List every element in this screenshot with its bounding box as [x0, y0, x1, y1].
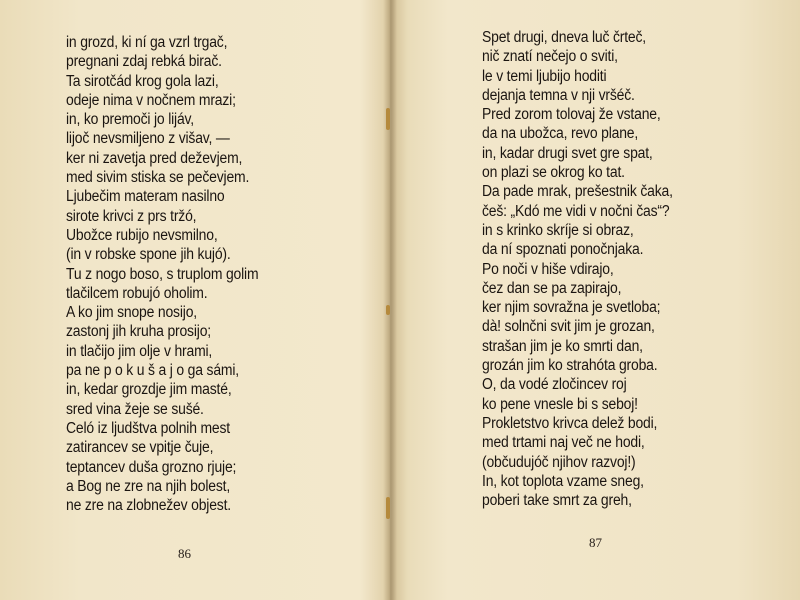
verse-line: in, kadar drugi svet gre spat,: [482, 144, 653, 162]
verse-line: zatirancev se vpitje čuje,: [66, 439, 214, 457]
verse-line: a Bog ne zre na njih bolest,: [66, 477, 231, 495]
verse-line: grozán jim ko strahóta groba.: [482, 357, 658, 375]
verse-line: (in v robske spone jih kujó).: [66, 246, 231, 264]
verse-line: ne zre na zlobnežev objest.: [66, 497, 231, 515]
verse-line: ker njim sovražna je svetloba;: [482, 299, 661, 317]
verse-line: čez dan se pa zapirajo,: [482, 279, 622, 297]
verse-line: med sivim stiska se pečevjem.: [66, 169, 250, 187]
verse-line: ko pene vnesle bi s seboj!: [482, 395, 638, 413]
verse-line: sirote krivci z prs tržó,: [66, 207, 197, 225]
verse-line: Ta sirotčád krog gola lazi,: [66, 72, 219, 90]
verse-line: dà! solnčni svit jim je grozan,: [482, 318, 655, 336]
verse-line: in, kedar grozdje jim masté,: [66, 381, 232, 399]
verse-line: Pred zorom tolovaj že vstane,: [482, 106, 661, 124]
verse-line: teptancev duša grozno rjuje;: [66, 458, 237, 476]
verse-line: Ljubečim materam nasilno: [66, 188, 225, 206]
verse-line: strašan jim je ko smrti dan,: [482, 337, 643, 355]
verse-line: zastonj jih kruha prosijo;: [66, 323, 211, 341]
verse-line: pregnani zdaj rebká birač.: [66, 53, 222, 71]
verse-line: ker ni zavetja pred deževjem,: [66, 149, 243, 167]
verse-line: odeje nima v nočnem mrazi;: [66, 91, 236, 109]
verse-line: Ubožce rubijo nevsmilno,: [66, 226, 218, 244]
verse-line: dejanja temna v nji vršéč.: [482, 86, 635, 104]
verse-line: Tu z nogo boso, s truplom golim: [66, 265, 259, 283]
verse-line: Celó iz ljudštva polnih mest: [66, 419, 230, 437]
right-poem-text: [482, 28, 694, 510]
verse-line: O, da vodé zločincev roj: [482, 376, 627, 394]
right-page: [390, 0, 800, 600]
page-number-left: 86: [178, 546, 191, 561]
verse-line: da ní spoznati ponočnjaka.: [482, 241, 644, 259]
verse-line: le v temi ljubijo hoditi: [482, 67, 607, 85]
verse-line: A ko jim snope nosijo,: [66, 304, 197, 322]
verse-line: da na ubožca, revo plane,: [482, 125, 639, 143]
verse-line: tlačilcem robujó oholim.: [66, 284, 208, 302]
verse-line: (občudujóč njihov razvoj!): [482, 453, 636, 471]
page-number-right: 87: [589, 535, 602, 550]
verse-line: lijoč nevsmiljeno z višav, —: [66, 130, 230, 148]
verse-line: in tlačijo jim olje v hrami,: [66, 342, 213, 360]
left-page: [0, 0, 390, 600]
left-poem-text: [66, 33, 280, 515]
verse-line: med trtami naj več ne hodi,: [482, 434, 645, 452]
verse-line: Da pade mrak, prešestnik čaka,: [482, 183, 673, 201]
verse-line: in grozd, ki ní ga vzrl trgač,: [66, 34, 228, 51]
verse-line: poberi take smrt za greh,: [482, 492, 632, 510]
verse-line: češ: „Kdó me vidi v nočni čas“?: [482, 202, 670, 220]
verse-line: In, kot toplota vzame sneg,: [482, 472, 644, 490]
verse-line: nič znatí nečejo o sviti,: [482, 48, 618, 66]
verse-line: Spet drugi, dneva luč črteč,: [482, 29, 647, 46]
verse-line: sred vina žeje se sušé.: [66, 400, 204, 418]
verse-line: in s krinko skríje si obraz,: [482, 221, 634, 239]
verse-line: in, ko premoči jo lijáv,: [66, 111, 194, 129]
verse-line: on plazi se okrog ko tat.: [482, 164, 625, 182]
verse-line: pa ne p o k u š a j o ga sámi,: [66, 362, 239, 380]
verse-line: Prokletstvo krivca delež bodi,: [482, 414, 658, 432]
verse-line: Po noči v hiše vdirajo,: [482, 260, 614, 278]
